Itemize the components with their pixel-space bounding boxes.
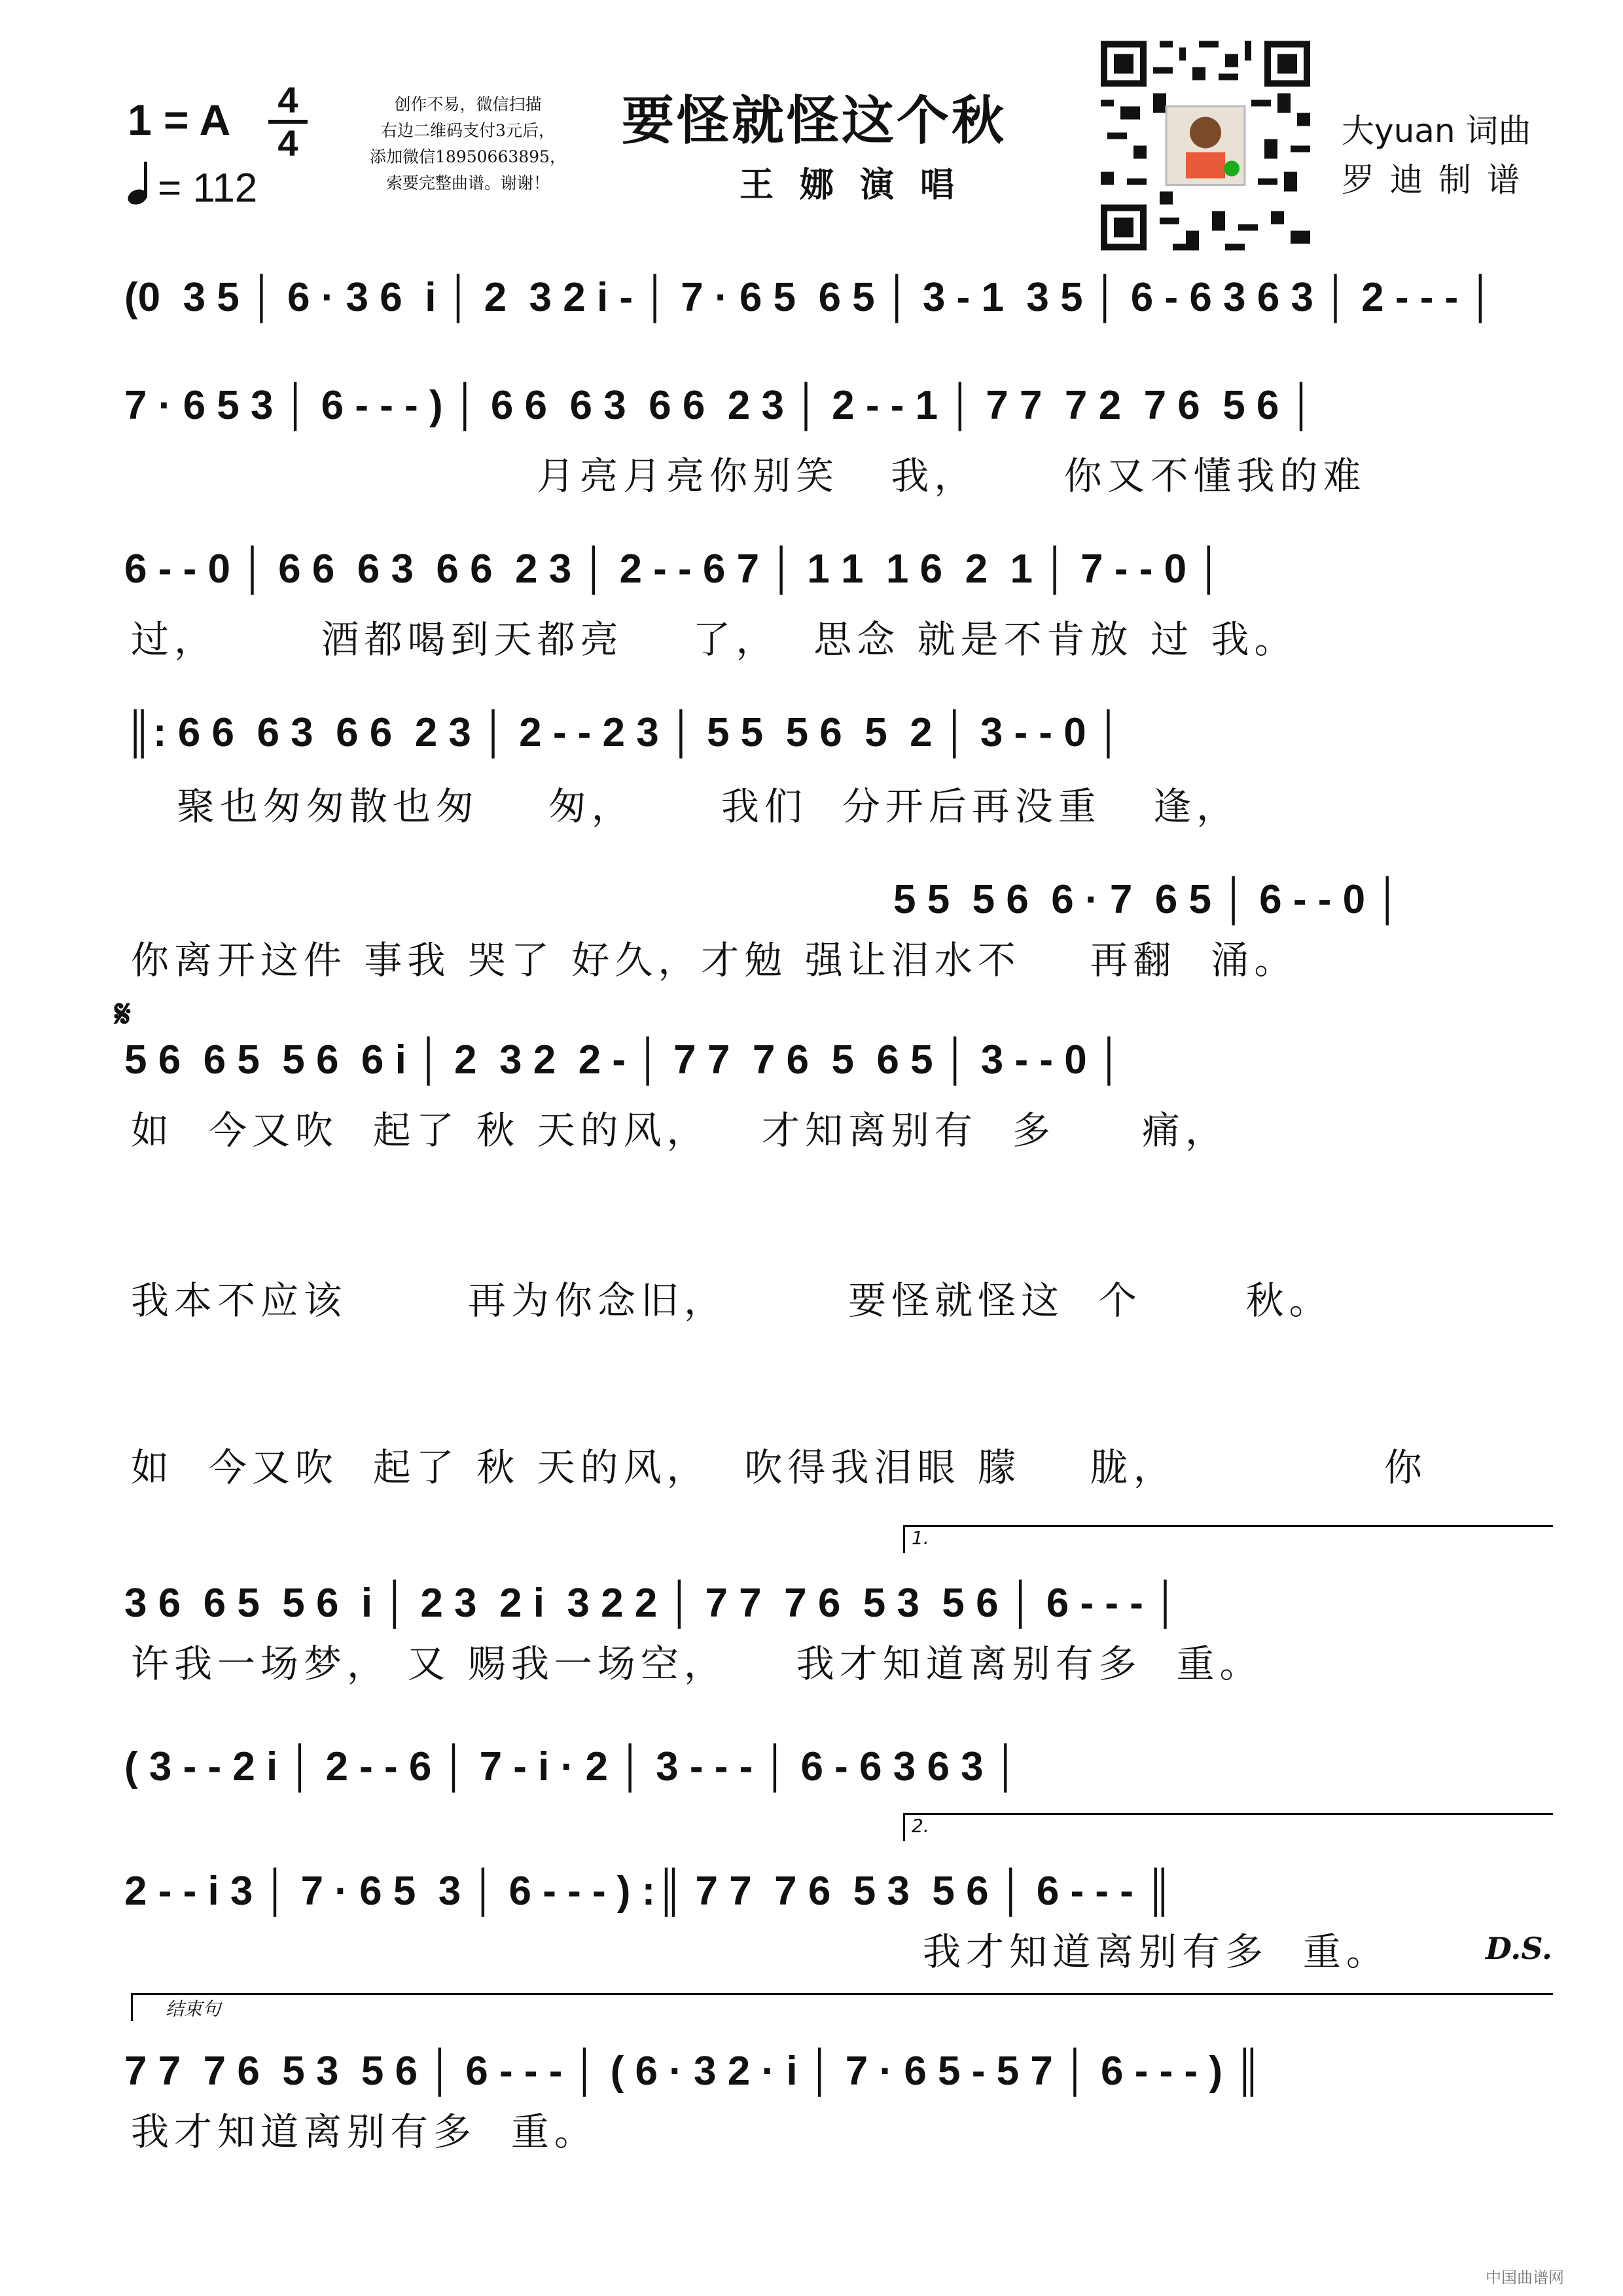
score-line-4: [124, 710, 1123, 756]
lyric-line-10: 我才知道离别有多 重。: [131, 2109, 597, 2154]
ending-phrase-label: 结束句: [166, 1998, 221, 2020]
notice-line: 添加微信18950663895，: [370, 147, 566, 166]
score-line-7: [124, 1581, 1180, 1626]
notation-line: 6 - - 0 │ 6 6 6 3 6 6 2 3 │ 2 - - 6 7 │ 1 1 1 6 2 1 │ 7 - - 0 │: [124, 547, 1224, 592]
notation-line: 2 - - i 3 │ 7 · 6 5 3 │ 6 - - - ) :║ 7 7 7 6 5 3 5 6 │ 6 - - - ║: [124, 1869, 1174, 1914]
notation-line: 7 · 6 5 3 │ 6 - - - ) │ 6 6 6 3 6 6 2 3 │ 2 - - 1 │ 7 7 7 2 7 6 5 6 │: [124, 383, 1316, 428]
key-signature: 1 = A: [128, 96, 231, 144]
notation-line: (0 3 5 │ 6 · 3 6 i │ 2 3 2 i - │ 7 · 6 5 6 5 │ 3 - 1 3 5 │ 6 - 6 3 6 3 │ 2 - - - │: [124, 275, 1495, 320]
arranger-credit: 罗迪制谱: [1342, 161, 1535, 199]
score-line-2: [124, 383, 1315, 429]
lyric-line-4: 你离开这件 事我 哭了 好久，才勉 强让泪水不 再翻 涌。: [131, 938, 1298, 982]
lyric-line-7: 如 今又吹 起了 秋 天的风， 吹得我泪眼 朦 胧， 你: [131, 1445, 1427, 1490]
first-ending-bracket: [903, 1525, 1553, 1553]
qr-code-icon: [1094, 33, 1317, 259]
lyric-line-2: 过， 酒都喝到天都亮 了， 思念 就是不肯放 过 我。: [131, 617, 1298, 662]
lyric-line-5: 如 今又吹 起了 秋 天的风， 才知离别有 多 痛，: [131, 1108, 1228, 1153]
notation-line: 5 6 6 5 5 6 6 i │ 2 3 2 2 - │ 7 7 7 6 5 6 5 │ 3 - - 0 │: [124, 1037, 1124, 1083]
lyric-line-8: 许我一场梦， 又 赐我一场空， 我才知道离别有多 重。: [131, 1641, 1263, 1686]
lyric-line-6: 我本不应该 再为你念旧， 要怪就怪这 个 秋。: [131, 1278, 1332, 1323]
notation-line: ( 3 - - 2 i │ 2 - - 6 │ 7 - i · 2 │ 3 - - - │ 6 - 6 3 6 3 │: [124, 1744, 1020, 1789]
time-signature-top: 4: [277, 79, 298, 120]
quarter-note-icon: [128, 165, 150, 204]
first-ending-label: 1.: [912, 1527, 929, 1549]
payment-notice: [350, 92, 586, 196]
notation-line: 7 7 7 6 5 3 5 6 │ 6 - - - │ ( 6 · 3 2 · i │ 7 · 6 5 - 5 7 │ 6 - - - ) ║: [124, 2049, 1263, 2094]
notice-line: 索要完整曲谱。谢谢！: [385, 173, 550, 192]
score-line-6: [124, 1037, 1124, 1083]
notation-line: 5 5 5 6 6 · 7 6 5 │ 6 - - 0 │: [893, 877, 1402, 922]
lyric-line-3: 聚也匆匆散也匆 匆， 我们 分开后再没重 逢，: [177, 784, 1240, 829]
notice-line: 右边二维码支付3元后，: [381, 121, 555, 140]
score-line-1: [124, 275, 1495, 321]
dal-segno-marking: D.S.: [1486, 1931, 1552, 1966]
notice-line: 创作不易，微信扫描: [394, 95, 542, 114]
score-line-3: [124, 547, 1223, 592]
notation-line: 3 6 6 5 5 6 i │ 2 3 2 i 3 2 2 │ 7 7 7 6 5 3 5 6 │ 6 - - - │: [124, 1581, 1180, 1626]
qr-code[interactable]: [1094, 33, 1317, 259]
time-signature-bottom: 4: [277, 122, 298, 164]
ending-phrase-bracket: [131, 1993, 1553, 2021]
tempo-marking: [128, 165, 257, 211]
score-line-9: [124, 1869, 1173, 1914]
site-watermark: 中国曲谱网: [1486, 2269, 1564, 2287]
time-signature: [268, 79, 308, 164]
lyric-line-9: 我才知道离别有多 重。: [923, 1929, 1389, 1974]
second-ending-label: 2.: [912, 1815, 929, 1837]
lyricist-credit: 大yuan 词曲: [1342, 112, 1531, 150]
score-line-5: [893, 877, 1402, 923]
segno-sign: 𝄋: [115, 992, 131, 1036]
notation-line: ║: 6 6 6 3 6 6 2 3 │ 2 - - 2 3 │ 5 5 5 6 5 2 │ 3 - - 0 │: [124, 710, 1123, 755]
song-title: 要怪就怪这个秋: [622, 90, 1007, 151]
score-line-8: [124, 1744, 1020, 1790]
singer-credit: 王娜演唱: [740, 165, 981, 205]
score-line-10: [124, 2049, 1262, 2094]
tempo-value: = 112: [158, 166, 258, 211]
second-ending-bracket: [903, 1813, 1553, 1841]
lyric-line-1: 月亮月亮你别笑 我， 你又不懂我的难: [537, 454, 1366, 498]
